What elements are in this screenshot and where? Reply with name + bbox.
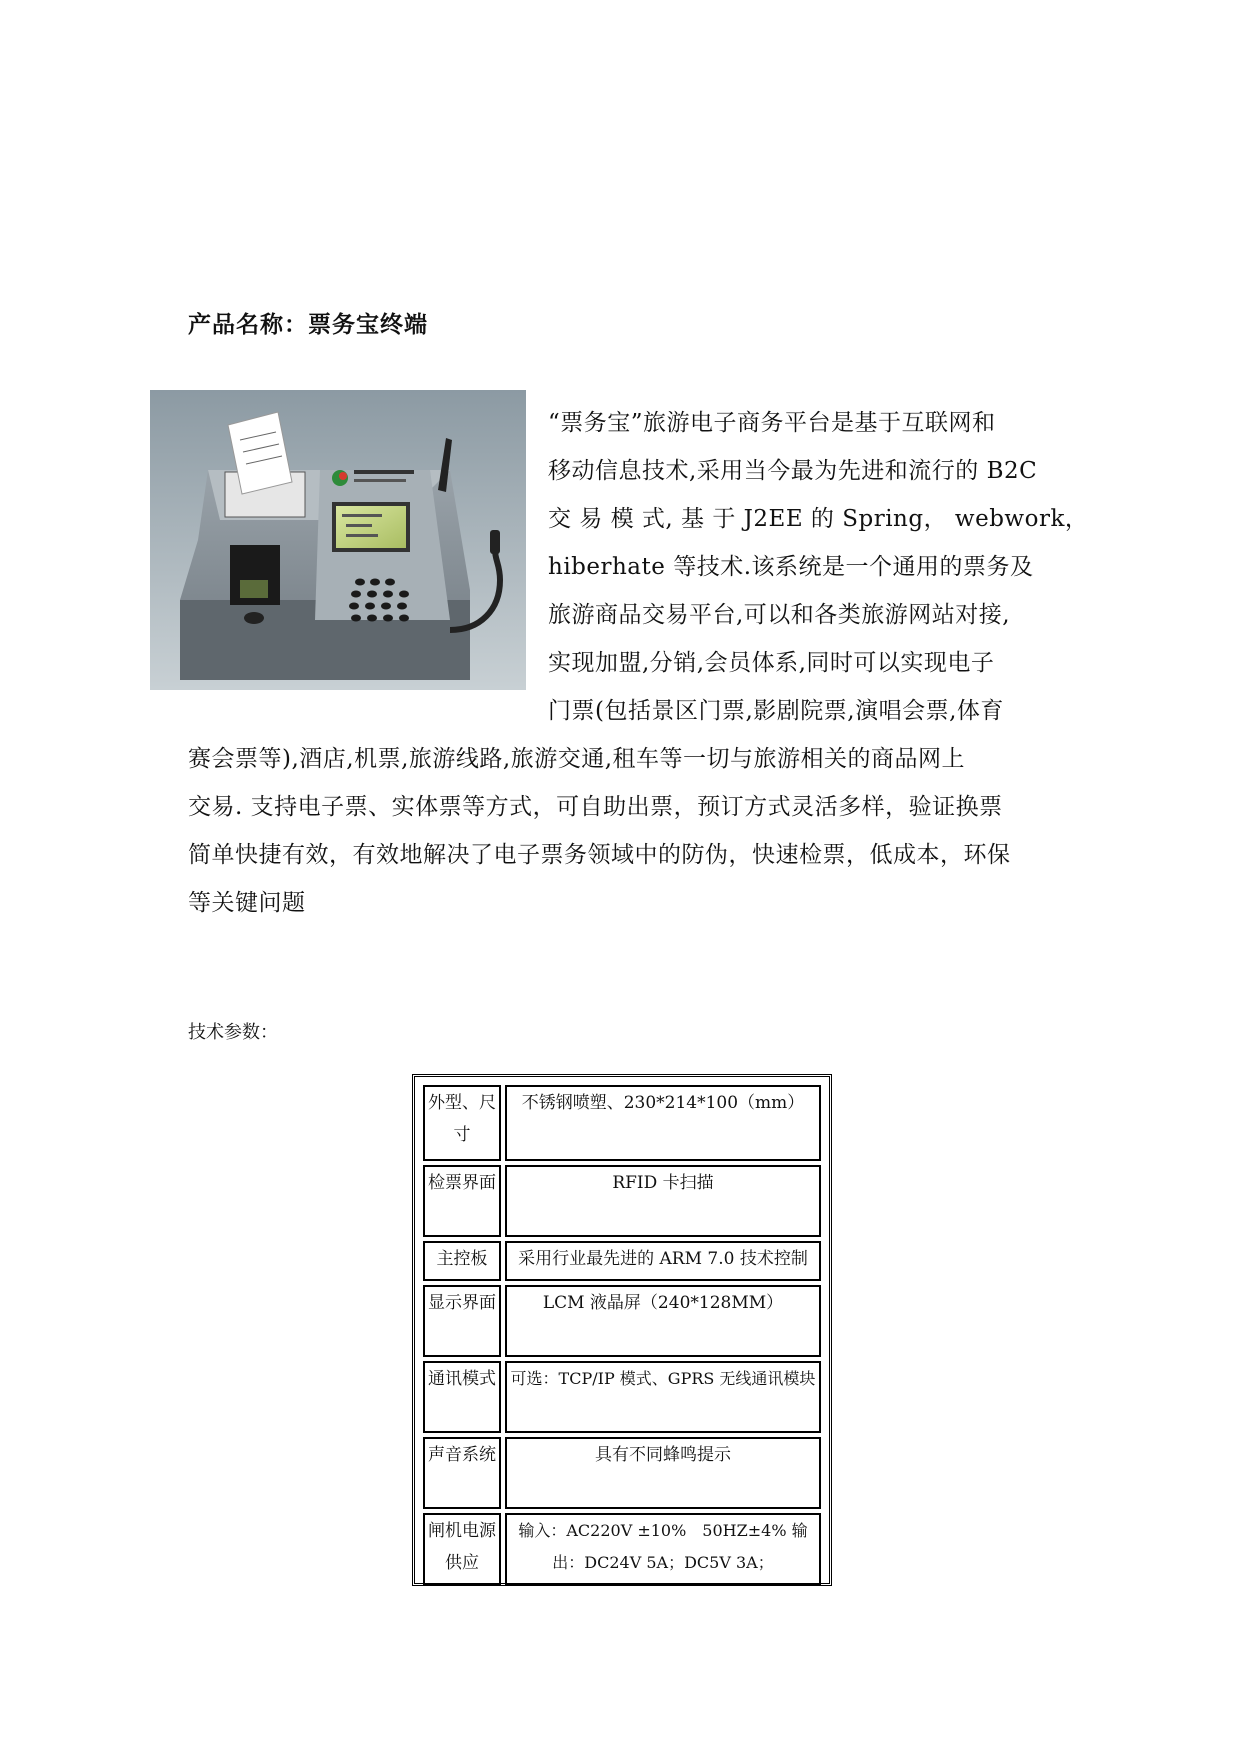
description-line: 赛会票等),酒店,机票,旅游线路,旅游交通,租车等一切与旅游相关的商品网上 [188,746,966,772]
table-row [423,1085,821,1161]
spec-value: 具有不同蜂鸣提示 [505,1437,821,1509]
description-line: hiberhate 等技术.该系统是一个通用的票务及 [548,554,1034,580]
description-line: 简单快捷有效，有效地解决了电子票务领域中的防伪，快速检票，低成本，环保 [188,842,1011,868]
table-row [423,1241,821,1281]
spec-key: 通讯模式 [423,1361,501,1433]
table-row [423,1285,821,1357]
description-line: “票务宝”旅游电子商务平台是基于互联网和 [548,410,996,436]
table-row [423,1165,821,1237]
description-line: 交 易 模 式, 基 于 J2EE 的 Spring， webwork， [548,506,1089,532]
spec-value: RFID 卡扫描 [505,1165,821,1237]
spec-value: LCM 液晶屏（240*128MM） [505,1285,821,1357]
params-label: 技术参数： [188,1022,278,1043]
spec-key: 外型、尺寸 [423,1085,501,1161]
description-line: 移动信息技术,采用当今最为先进和流行的 B2C [548,458,1038,484]
spec-value: 输入：AC220V ±10% 50HZ±4% 输出：DC24V 5A；DC5V 3A； [505,1513,821,1585]
table-row [423,1437,821,1509]
spec-table [412,1074,832,1586]
description-line: 等关键问题 [188,890,306,916]
description-line: 旅游商品交易平台,可以和各类旅游网站对接, [548,602,1011,628]
spec-value: 采用行业最先进的 ARM 7.0 技术控制 [505,1241,821,1281]
table-row [423,1361,821,1433]
product-image [150,390,526,690]
spec-value: 可选：TCP/IP 模式、GPRS 无线通讯模块 [505,1361,821,1433]
product-title: 产品名称：票务宝终端 [188,312,428,338]
description-line: 门票(包括景区门票,影剧院票,演唱会票,体育 [548,698,1004,724]
spec-value: 不锈钢喷塑、230*214*100（mm） [505,1085,821,1161]
table-row [423,1513,821,1585]
spec-key: 闸机电源供应 [423,1513,501,1585]
description-line: 交易. 支持电子票、实体票等方式，可自助出票，预订方式灵活多样，验证换票 [188,794,1003,820]
spec-key: 声音系统 [423,1437,501,1509]
spec-key: 主控板 [423,1241,501,1281]
spec-key: 显示界面 [423,1285,501,1357]
description-line: 实现加盟,分销,会员体系,同时可以实现电子 [548,650,995,676]
spec-key: 检票界面 [423,1165,501,1237]
